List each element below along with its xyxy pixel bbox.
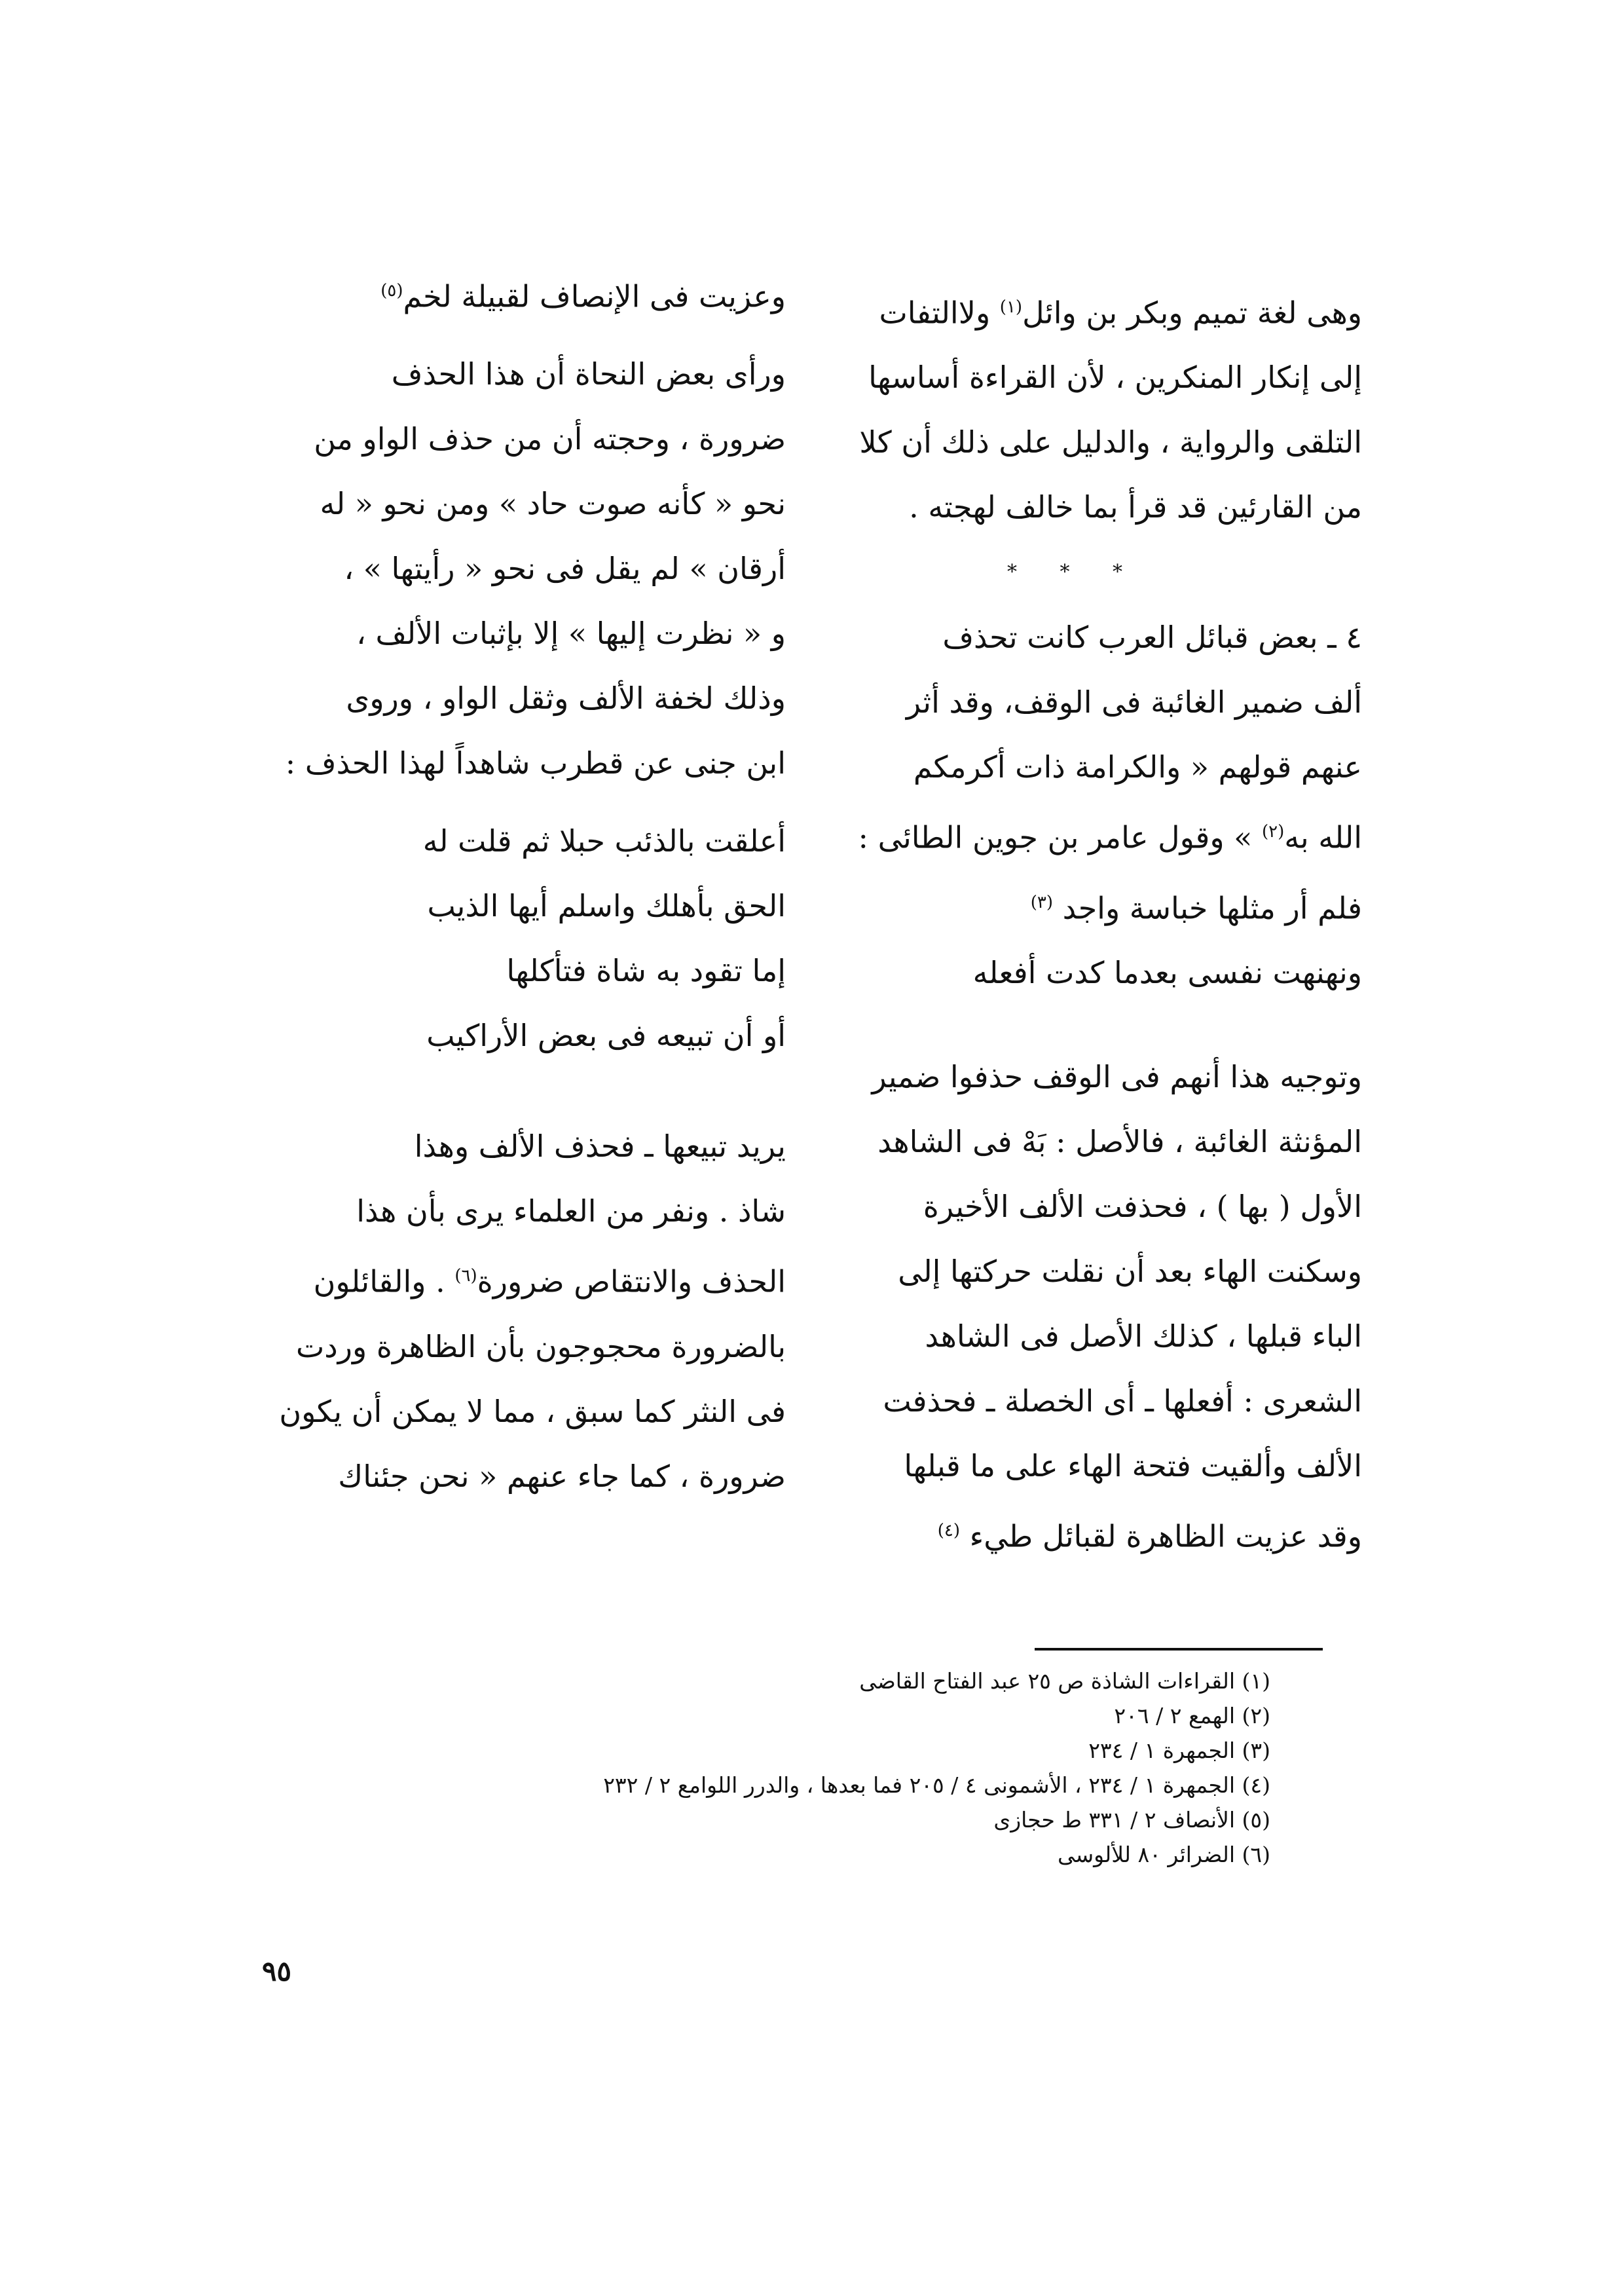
verse-line: فلم أر مثلها خباسة واجد $^{(٣)}$ bbox=[1030, 889, 1362, 925]
text-line: وتوجيه هذا أنهم فى الوقف حذفوا ضمير bbox=[872, 1058, 1362, 1094]
verse-line: إما تقود به شاة فتأكلها bbox=[506, 953, 786, 989]
verse-line: أعلقت بالذئب حبلا ثم قلت له bbox=[422, 823, 786, 859]
text-line: الألف وألقيت فتحة الهاء على ما قبلها bbox=[904, 1447, 1362, 1483]
verse-line: ونهنهت نفسى بعدما كدت أفعله bbox=[972, 954, 1362, 990]
footnote-marker: (٢) bbox=[1261, 822, 1285, 842]
footnote-marker: (١) bbox=[999, 297, 1023, 317]
footnote: (٦) الضرائر ٨٠ للألوسى bbox=[1057, 1842, 1270, 1867]
text-line: فى النثر كما سبق ، مما لا يمكن أن يكون bbox=[279, 1393, 786, 1429]
verse-line: الحق بأهلك واسلم أيها الذيب bbox=[427, 888, 786, 924]
footnote: (١) القراءات الشاذة ص ٢٥ عبد الفتاح القاضى bbox=[859, 1668, 1270, 1694]
text-line: أرقان » لم يقل فى نحو « رأيتها » ، bbox=[344, 551, 786, 587]
text-line: عنهم قولهم « والكرامة ذات أكرمكم bbox=[913, 749, 1362, 785]
footnote: (٢) الهمع ٢ / ٢٠٦ bbox=[1114, 1703, 1270, 1728]
text-line: بالضرورة محجوجون بأن الظاهرة وردت bbox=[296, 1328, 786, 1364]
left-column bbox=[275, 259, 786, 1509]
text-line: ضرورة ، كما جاء عنهم « نحن جئناك bbox=[338, 1458, 786, 1494]
footnote-marker: (٤) bbox=[937, 1520, 961, 1540]
text-line: ضرورة ، وحجته أن من حذف الواو من bbox=[314, 421, 786, 457]
text-line: وعزيت فى الإنصاف لقبيلة لخم$^{(٥)}$ bbox=[380, 278, 786, 314]
footnote-marker: (٦) bbox=[454, 1266, 477, 1286]
text-line: الباء قبلها ، كذلك الأصل فى الشاهد bbox=[925, 1318, 1362, 1354]
text-line: الأول ( بها ) ، فحذفت الألف الأخيرة bbox=[923, 1188, 1362, 1224]
text-line: ورأى بعض النحاة أن هذا الحذف bbox=[391, 356, 786, 392]
text-line: الشعرى : أفعلها ـ أى الخصلة ـ فحذفت bbox=[883, 1383, 1362, 1419]
text-line: التلقى والرواية ، والدليل على ذلك أن كلا bbox=[859, 424, 1362, 460]
verse-line: أو أن تبيعه فى بعض الأراكيب bbox=[426, 1018, 786, 1054]
text-line: شاذ . ونفر من العلماء يرى بأن هذا bbox=[356, 1193, 786, 1229]
right-column bbox=[786, 275, 1362, 1569]
text-line: الحذف والانتقاص ضرورة$^{(٦)}$ . والقائلون bbox=[313, 1263, 786, 1299]
text-line: ألف ضمير الغائبة فى الوقف، وقد أثر bbox=[906, 684, 1362, 720]
footnote: (٣) الجمهرة ١ / ٢٣٤ bbox=[1088, 1738, 1270, 1763]
footnote-marker: (٣) bbox=[1030, 892, 1053, 912]
footnote: (٤) الجمهرة ١ / ٢٣٤ ، الأشمونى ٤ / ٢٠٥ فما بعدها ، والدرر اللوامع ٢ / ٢٣٢ bbox=[603, 1772, 1270, 1798]
footnotes bbox=[458, 1664, 1270, 1872]
text-line: الله به$^{(٢)}$ » وقول عامر بن جوين الطائى : bbox=[858, 819, 1362, 855]
footnote: (٥) الأنصاف ٢ / ٣٣١ ط حجازى bbox=[993, 1807, 1270, 1833]
footnote-marker: (٥) bbox=[380, 281, 403, 301]
text-line: وذلك لخفة الألف وثقل الواو ، وروى bbox=[346, 681, 786, 717]
text-line: من القارئين قد قرأ بما خالف لهجته . bbox=[909, 489, 1362, 525]
text-line: نحو « كأنه صوت حاد » ومن نحو « له bbox=[320, 486, 786, 522]
text-line: و « نظرت إليها » إلا بإثبات الألف ، bbox=[356, 616, 786, 652]
footnote-rule bbox=[1035, 1648, 1323, 1651]
text-line: وسكنت الهاء بعد أن نقلت حركتها إلى bbox=[898, 1253, 1362, 1289]
text-line: المؤنثة الغائبة ، فالأصل : بَهْ فى الشاهد bbox=[877, 1123, 1362, 1159]
text-line: إلى إنكار المنكرين ، لأن القراءة أساسها bbox=[868, 360, 1362, 396]
page-number: ٩٥ bbox=[262, 1955, 292, 1987]
text-line: يريد تبيعها ـ فحذف الألف وهذا bbox=[414, 1129, 786, 1165]
text-line: ابن جنى عن قطرب شاهداً لهذا الحذف : bbox=[285, 745, 786, 781]
text-line: وقد عزيت الظاهرة لقبائل طيء $^{(٤)}$ bbox=[937, 1518, 1362, 1554]
text-line: ٤ ـ بعض قبائل العرب كانت تحذف bbox=[942, 620, 1362, 656]
text-line: وهى لغة تميم وبكر بن وائل$^{(١)}$ ولاالتفات bbox=[879, 295, 1362, 331]
section-separator: * * * bbox=[1006, 561, 1141, 584]
